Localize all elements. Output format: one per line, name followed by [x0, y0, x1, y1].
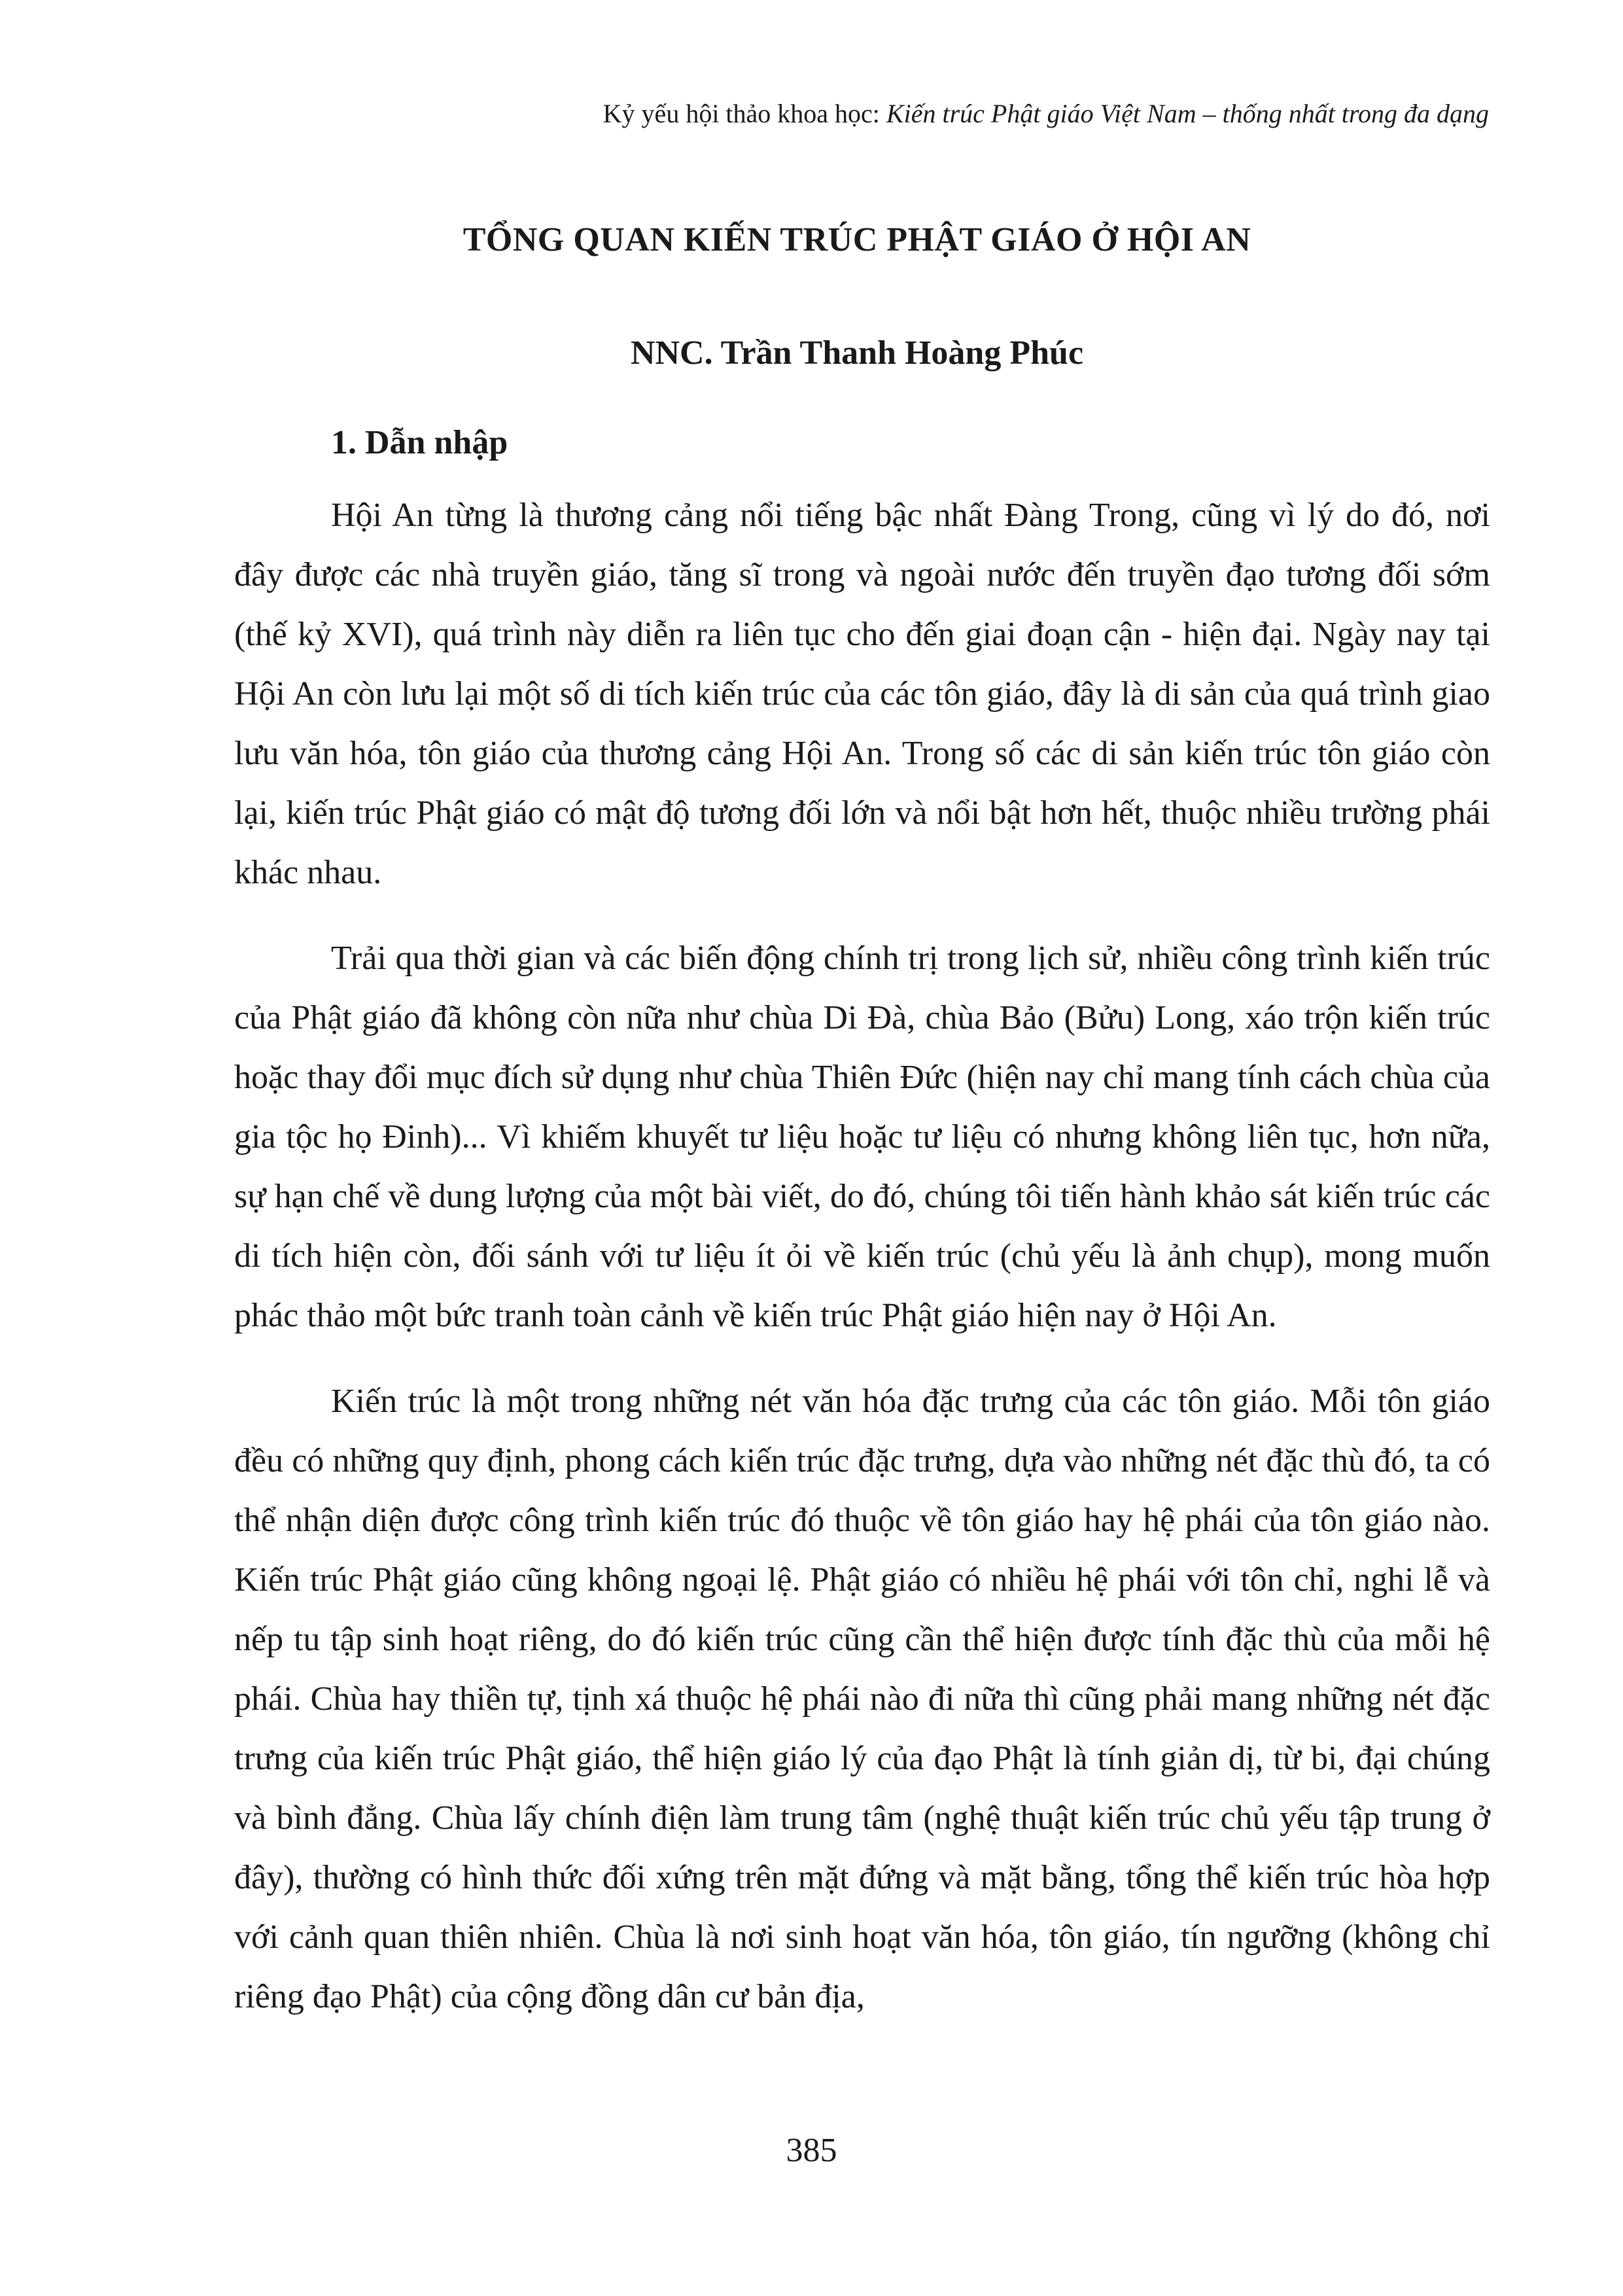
body-text — [234, 486, 1490, 2026]
section-heading: 1. Dẫn nhập — [331, 424, 508, 461]
page-number: 385 — [786, 2132, 837, 2169]
paragraph-1: Hội An từng là thương cảng nổi tiếng bậc nhất Đàng Trong, cũng vì lý do đó, nơi đây được các nhà truyền giáo, tăng sĩ trong và ngoài nước đến truyền đạo tương đối sớm (thế kỷ XVI), quá trình này diễn ra liên tục cho đến giai đoạn cận - hiện đại. Ngày nay tại Hội An còn lưu lại một số di tích kiến trúc của các tôn giáo, đây là di sản của quá trình giao lưu văn hóa, tôn giáo của thương cảng Hội An. Trong số các di sản kiến trúc tôn giáo còn lại, kiến trúc Phật giáo có mật độ tương đối lớn và nổi bật hơn hết, thuộc nhiều trường phái khác nhau. — [234, 497, 1490, 891]
running-header-italic-title: Kiến trúc Phật giáo Việt Nam – thống nhất trong đa dạng — [886, 99, 1489, 128]
paragraph-2: Trải qua thời gian và các biến động chính trị trong lịch sử, nhiều công trình kiến trúc của Phật giáo đã không còn nữa như chùa Di Đà, chùa Bảo (Bửu) Long, xáo trộn kiến trúc hoặc thay đổi mục đích sử dụng như chùa Thiên Đức (hiện nay chỉ mang tính cách chùa của gia tộc họ Đinh)... Vì khiếm khuyết tư liệu hoặc tư liệu có nhưng không liên tục, hơn nữa, sự hạn chế về dung lượng của một bài viết, do đó, chúng tôi tiến hành khảo sát kiến trúc các di tích hiện còn, đối sánh với tư liệu ít ỏi về kiến trúc (chủ yếu là ảnh chụp), mong muốn phác thảo một bức tranh toàn cảnh về kiến trúc Phật giáo hiện nay ở Hội An. — [234, 940, 1490, 1334]
paragraph-3: Kiến trúc là một trong những nét văn hóa đặc trưng của các tôn giáo. Mỗi tôn giáo đều có những quy định, phong cách kiến trúc đặc trưng, dựa vào những nét đặc thù đó, ta có thể nhận diện được công trình kiến trúc đó thuộc về tôn giáo hay hệ phái của tôn giáo nào. Kiến trúc Phật giáo cũng không ngoại lệ. Phật giáo có nhiều hệ phái với tôn chỉ, nghi lễ và nếp tu tập sinh hoạt riêng, do đó kiến trúc cũng cần thể hiện được tính đặc thù của mỗi hệ phái. Chùa hay thiền tự, tịnh xá thuộc hệ phái nào đi nữa thì cũng phải mang những nét đặc trưng của kiến trúc Phật giáo, thể hiện giáo lý của đạo Phật là tính giản dị, từ bi, đại chúng và bình đẳng. Chùa lấy chính điện làm trung tâm (nghệ thuật kiến trúc chủ yếu tập trung ở đây), thường có hình thức đối xứng trên mặt đứng và mặt bằng, tổng thể kiến trúc hòa hợp với cảnh quan thiên nhiên. Chùa là nơi sinh hoạt văn hóa, tôn giáo, tín ngưỡng (không chỉ riêng đạo Phật) của cộng đồng dân cư bản địa, — [234, 1383, 1490, 2015]
running-header-prefix: Kỷ yếu hội thảo khoa học: — [602, 99, 886, 128]
running-header — [603, 98, 1489, 130]
paper-title: TỔNG QUAN KIẾN TRÚC PHẬT GIÁO Ở HỘI AN — [462, 221, 1251, 258]
author-name: NNC. Trần Thanh Hoàng Phúc — [630, 334, 1084, 372]
